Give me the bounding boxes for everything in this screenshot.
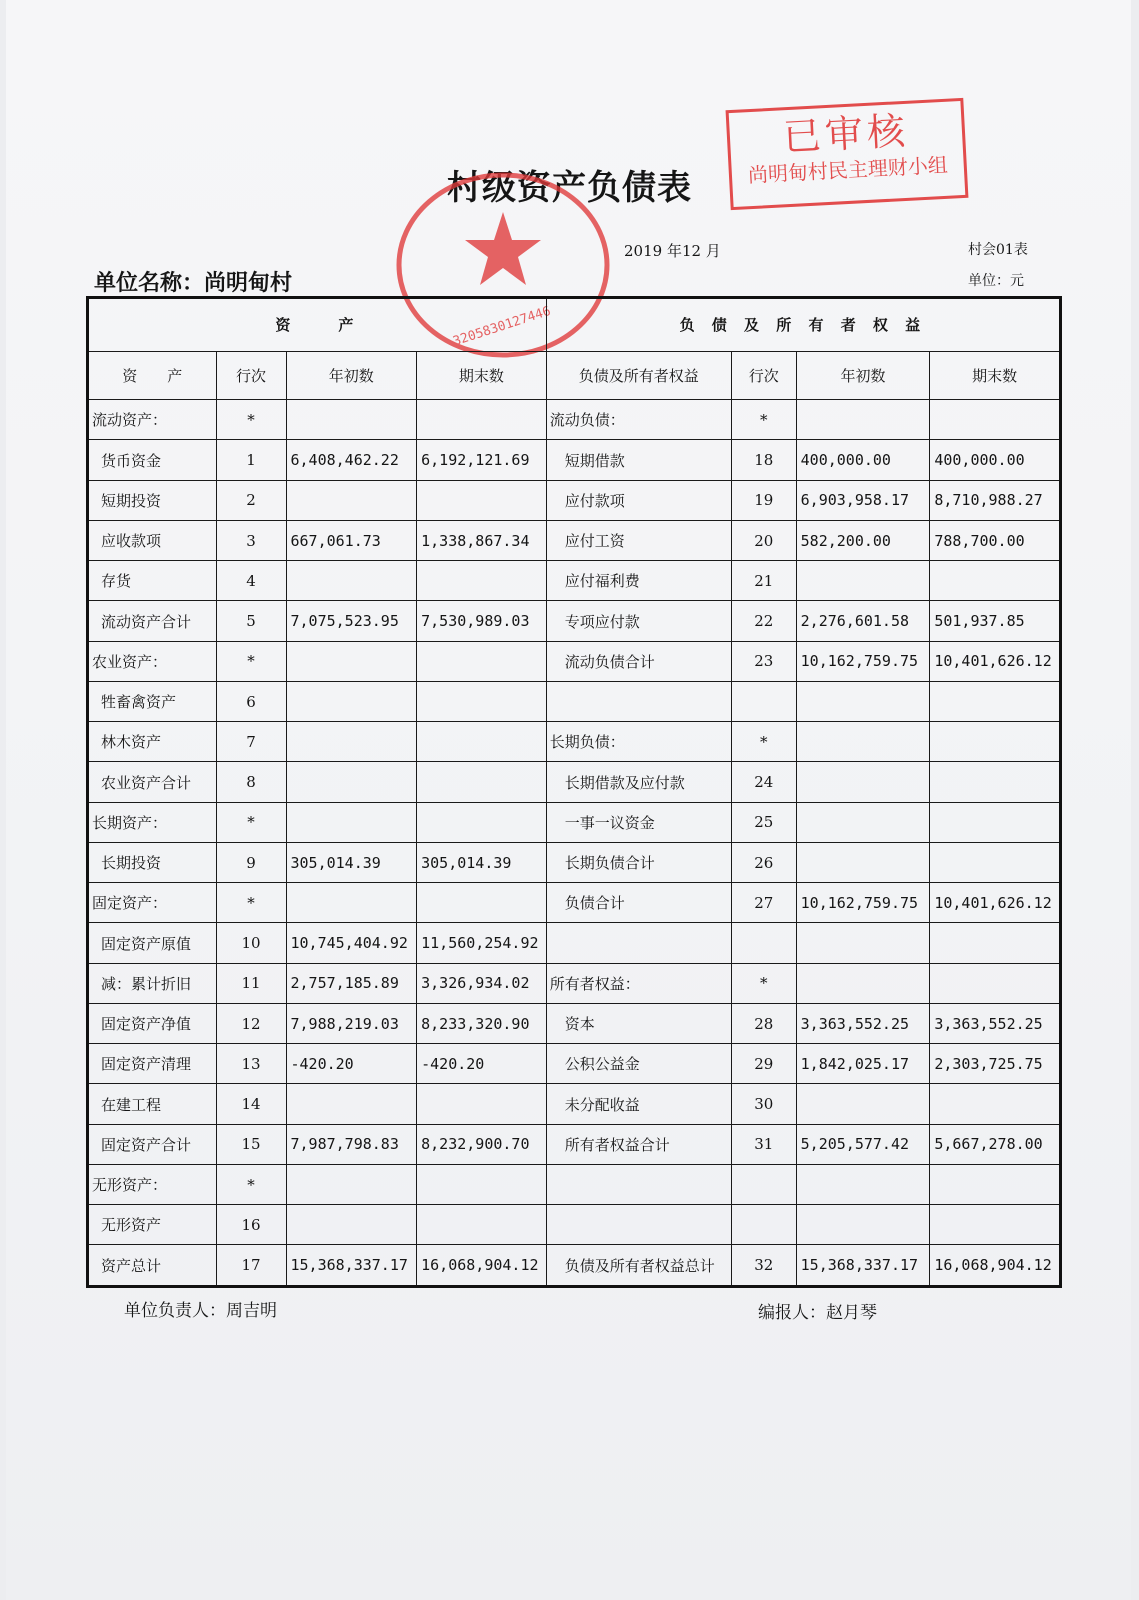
table-row — [88, 1245, 1061, 1287]
liability-end-cell — [930, 963, 1061, 1003]
liability-line-cell: 31 — [731, 1124, 796, 1164]
asset-name-cell: 固定资产原值 — [88, 923, 217, 963]
asset-end-cell: 16,068,904.12 — [417, 1245, 547, 1287]
asset-name-cell: 应收款项 — [88, 520, 217, 560]
liability-name-cell: 所有者权益： — [546, 963, 731, 1003]
liability-end-cell: 400,000.00 — [930, 440, 1061, 480]
liability-name-cell: 一事一议资金 — [546, 802, 731, 842]
asset-name-cell: 在建工程 — [88, 1084, 217, 1124]
liability-end-cell: 5,667,278.00 — [930, 1124, 1061, 1164]
liability-name-cell — [546, 1164, 731, 1204]
liability-line-cell: 25 — [731, 802, 796, 842]
asset-line-cell: 7 — [216, 722, 286, 762]
liability-end-cell: 3,363,552.25 — [930, 1003, 1061, 1043]
asset-end-cell — [417, 681, 547, 721]
asset-end-cell — [417, 1164, 547, 1204]
liability-begin-cell: 400,000.00 — [796, 440, 930, 480]
liability-name-cell: 负债合计 — [546, 883, 731, 923]
liability-name-cell: 公积公益金 — [546, 1044, 731, 1084]
liability-begin-cell: 1,842,025.17 — [796, 1044, 930, 1084]
asset-line-cell: 1 — [216, 440, 286, 480]
asset-begin-cell: 7,988,219.03 — [286, 1003, 417, 1043]
asset-end-cell: 6,192,121.69 — [417, 440, 547, 480]
liability-line-cell: 27 — [731, 883, 796, 923]
asset-end-cell: 8,232,900.70 — [417, 1124, 547, 1164]
asset-line-cell: 4 — [216, 561, 286, 601]
liability-name-cell: 长期负债： — [546, 722, 731, 762]
liability-end-cell — [930, 1205, 1061, 1245]
liability-line-cell: 24 — [731, 762, 796, 802]
liability-name-cell: 应付福利费 — [546, 561, 731, 601]
review-stamp-sub: 尚明甸村民主理财小组 — [747, 152, 949, 188]
liability-line-cell: 26 — [731, 842, 796, 882]
liability-end-cell: 10,401,626.12 — [930, 883, 1061, 923]
asset-end-cell — [417, 802, 547, 842]
asset-begin-cell: 7,987,798.83 — [286, 1124, 417, 1164]
asset-end-cell — [417, 1205, 547, 1245]
asset-line-cell: 6 — [216, 681, 286, 721]
asset-begin-cell — [286, 1084, 417, 1124]
asset-end-cell — [417, 561, 547, 601]
liability-end-cell: 8,710,988.27 — [930, 480, 1061, 520]
table-row — [88, 480, 1061, 520]
asset-line-cell: * — [216, 883, 286, 923]
liability-line-cell — [731, 1164, 796, 1204]
asset-end-cell: 7,530,989.03 — [417, 601, 547, 641]
asset-line-cell: 17 — [216, 1245, 286, 1287]
liability-line-cell: 23 — [731, 641, 796, 681]
liability-name-cell: 未分配收益 — [546, 1084, 731, 1124]
balance-sheet-table — [86, 296, 1062, 1288]
liability-line-cell: * — [731, 963, 796, 1003]
col-asset-end: 期末数 — [417, 351, 547, 400]
asset-line-cell: * — [216, 1164, 286, 1204]
liability-name-cell: 长期借款及应付款 — [546, 762, 731, 802]
asset-name-cell: 存货 — [88, 561, 217, 601]
table-row — [88, 883, 1061, 923]
liability-end-cell — [930, 842, 1061, 882]
asset-name-cell: 固定资产清理 — [88, 1044, 217, 1084]
liability-line-cell: * — [731, 400, 796, 440]
currency-unit: 单位：元 — [968, 273, 1024, 289]
liability-begin-cell — [796, 762, 930, 802]
asset-name-cell: 资产总计 — [88, 1245, 217, 1287]
liability-begin-cell — [796, 842, 930, 882]
liability-name-cell: 流动负债： — [546, 400, 731, 440]
liability-end-cell — [930, 722, 1061, 762]
asset-end-cell — [417, 641, 547, 681]
asset-name-cell: 固定资产： — [88, 883, 217, 923]
liability-end-cell — [930, 561, 1061, 601]
table-row — [88, 842, 1061, 882]
table-row — [88, 923, 1061, 963]
liabilities-section-title: 负 债 及 所 有 者 权 益 — [546, 298, 1060, 352]
asset-name-cell: 农业资产： — [88, 641, 217, 681]
section-header-row — [88, 298, 1061, 352]
column-header-row — [88, 351, 1061, 400]
col-liab-line: 行次 — [731, 351, 796, 400]
liability-begin-cell — [796, 681, 930, 721]
asset-line-cell: 14 — [216, 1084, 286, 1124]
liability-begin-cell — [796, 963, 930, 1003]
liability-line-cell: 22 — [731, 601, 796, 641]
liability-begin-cell: 10,162,759.75 — [796, 883, 930, 923]
liability-line-cell: 20 — [731, 520, 796, 560]
table-row — [88, 1084, 1061, 1124]
asset-line-cell: 2 — [216, 480, 286, 520]
table-row — [88, 1164, 1061, 1204]
liability-end-cell: 788,700.00 — [930, 520, 1061, 560]
document-title: 村级资产负债表 — [447, 168, 692, 208]
liability-end-cell — [930, 400, 1061, 440]
asset-line-cell: * — [216, 802, 286, 842]
assets-section-title: 资 产 — [88, 298, 547, 352]
asset-end-cell — [417, 883, 547, 923]
asset-name-cell: 流动资产合计 — [88, 601, 217, 641]
table-row — [88, 561, 1061, 601]
asset-end-cell: 8,233,320.90 — [417, 1003, 547, 1043]
review-stamp-main: 已审核 — [781, 108, 911, 160]
asset-name-cell: 农业资产合计 — [88, 762, 217, 802]
table-row — [88, 641, 1061, 681]
liability-end-cell: 501,937.85 — [930, 601, 1061, 641]
liability-name-cell: 专项应付款 — [546, 601, 731, 641]
liability-name-cell: 流动负债合计 — [546, 641, 731, 681]
asset-name-cell: 固定资产净值 — [88, 1003, 217, 1043]
asset-line-cell: 3 — [216, 520, 286, 560]
table-row — [88, 520, 1061, 560]
liability-name-cell: 所有者权益合计 — [546, 1124, 731, 1164]
asset-begin-cell: 7,075,523.95 — [286, 601, 417, 641]
table-row — [88, 681, 1061, 721]
col-asset-line: 行次 — [216, 351, 286, 400]
liability-line-cell: 30 — [731, 1084, 796, 1124]
liability-name-cell: 负债及所有者权益总计 — [546, 1245, 731, 1287]
liability-end-cell — [930, 802, 1061, 842]
asset-line-cell: 10 — [216, 923, 286, 963]
liability-name-cell: 应付工资 — [546, 520, 731, 560]
liability-line-cell: 28 — [731, 1003, 796, 1043]
asset-name-cell: 长期投资 — [88, 842, 217, 882]
liability-begin-cell — [796, 1084, 930, 1124]
liability-name-cell — [546, 1205, 731, 1245]
asset-begin-cell: 667,061.73 — [286, 520, 417, 560]
asset-end-cell: 11,560,254.92 — [417, 923, 547, 963]
report-date: 2019 年12 月 — [624, 242, 721, 260]
asset-begin-cell: 305,014.39 — [286, 842, 417, 882]
asset-line-cell: 9 — [216, 842, 286, 882]
table-row — [88, 1044, 1061, 1084]
liability-end-cell — [930, 1084, 1061, 1124]
asset-line-cell: 16 — [216, 1205, 286, 1245]
table-row — [88, 400, 1061, 440]
liability-begin-cell: 10,162,759.75 — [796, 641, 930, 681]
asset-begin-cell: 6,408,462.22 — [286, 440, 417, 480]
liability-line-cell — [731, 681, 796, 721]
asset-name-cell: 无形资产 — [88, 1205, 217, 1245]
liability-begin-cell — [796, 923, 930, 963]
liability-name-cell — [546, 923, 731, 963]
table-row — [88, 802, 1061, 842]
table-row — [88, 1205, 1061, 1245]
asset-end-cell — [417, 722, 547, 762]
liability-line-cell — [731, 923, 796, 963]
asset-line-cell: * — [216, 641, 286, 681]
asset-begin-cell — [286, 883, 417, 923]
liability-line-cell: 21 — [731, 561, 796, 601]
table-row — [88, 762, 1061, 802]
responsible-person: 单位负责人：周吉明 — [124, 1301, 277, 1321]
liability-name-cell — [546, 681, 731, 721]
table-row — [88, 963, 1061, 1003]
liability-name-cell: 资本 — [546, 1003, 731, 1043]
liability-begin-cell — [796, 722, 930, 762]
asset-begin-cell: -420.20 — [286, 1044, 417, 1084]
seal-code: 3205830127446 — [451, 303, 553, 350]
liability-end-cell: 10,401,626.12 — [930, 641, 1061, 681]
asset-name-cell: 流动资产： — [88, 400, 217, 440]
asset-name-cell: 短期投资 — [88, 480, 217, 520]
table-row — [88, 440, 1061, 480]
asset-name-cell: 牲畜禽资产 — [88, 681, 217, 721]
asset-end-cell: -420.20 — [417, 1044, 547, 1084]
liability-begin-cell: 582,200.00 — [796, 520, 930, 560]
organization-name: 单位名称：尚明甸村 — [94, 271, 293, 296]
asset-end-cell — [417, 480, 547, 520]
asset-begin-cell — [286, 1205, 417, 1245]
liability-end-cell: 2,303,725.75 — [930, 1044, 1061, 1084]
liability-line-cell: 29 — [731, 1044, 796, 1084]
col-liab-begin: 年初数 — [796, 351, 930, 400]
liability-name-cell: 长期负债合计 — [546, 842, 731, 882]
asset-begin-cell: 15,368,337.17 — [286, 1245, 417, 1287]
asset-begin-cell — [286, 802, 417, 842]
asset-begin-cell — [286, 641, 417, 681]
asset-name-cell: 林木资产 — [88, 722, 217, 762]
asset-line-cell: 5 — [216, 601, 286, 641]
asset-begin-cell — [286, 722, 417, 762]
preparer: 编报人：赵月琴 — [758, 1303, 877, 1323]
asset-begin-cell — [286, 400, 417, 440]
liability-begin-cell: 2,276,601.58 — [796, 601, 930, 641]
asset-name-cell: 无形资产： — [88, 1164, 217, 1204]
liability-line-cell: 19 — [731, 480, 796, 520]
asset-name-cell: 固定资产合计 — [88, 1124, 217, 1164]
asset-line-cell: 8 — [216, 762, 286, 802]
asset-begin-cell — [286, 480, 417, 520]
asset-begin-cell — [286, 1164, 417, 1204]
asset-begin-cell — [286, 762, 417, 802]
liability-name-cell: 短期借款 — [546, 440, 731, 480]
asset-end-cell: 3,326,934.02 — [417, 963, 547, 1003]
liability-begin-cell — [796, 561, 930, 601]
liability-end-cell: 16,068,904.12 — [930, 1245, 1061, 1287]
liability-name-cell: 应付款项 — [546, 480, 731, 520]
table-row — [88, 722, 1061, 762]
asset-name-cell: 货币资金 — [88, 440, 217, 480]
liability-end-cell — [930, 1164, 1061, 1204]
asset-end-cell — [417, 1084, 547, 1124]
liability-end-cell — [930, 762, 1061, 802]
table-row — [88, 1003, 1061, 1043]
liability-begin-cell — [796, 1205, 930, 1245]
asset-begin-cell — [286, 561, 417, 601]
liability-begin-cell: 6,903,958.17 — [796, 480, 930, 520]
asset-line-cell: 15 — [216, 1124, 286, 1164]
col-liab-end: 期末数 — [930, 351, 1061, 400]
asset-end-cell — [417, 400, 547, 440]
liability-end-cell — [930, 681, 1061, 721]
asset-begin-cell: 10,745,404.92 — [286, 923, 417, 963]
liability-end-cell — [930, 923, 1061, 963]
liability-begin-cell: 5,205,577.42 — [796, 1124, 930, 1164]
table-row — [88, 601, 1061, 641]
liability-line-cell — [731, 1205, 796, 1245]
col-asset-name: 资 产 — [88, 351, 217, 400]
liability-begin-cell — [796, 400, 930, 440]
form-number: 村会01表 — [968, 242, 1028, 258]
liability-begin-cell — [796, 1164, 930, 1204]
asset-line-cell: 12 — [216, 1003, 286, 1043]
asset-end-cell: 1,338,867.34 — [417, 520, 547, 560]
col-asset-begin: 年初数 — [286, 351, 417, 400]
liability-line-cell: 18 — [731, 440, 796, 480]
col-liab-name: 负债及所有者权益 — [546, 351, 731, 400]
liability-line-cell: 32 — [731, 1245, 796, 1287]
liability-begin-cell: 15,368,337.17 — [796, 1245, 930, 1287]
liability-line-cell: * — [731, 722, 796, 762]
liability-begin-cell — [796, 802, 930, 842]
asset-name-cell: 减：累计折旧 — [88, 963, 217, 1003]
asset-line-cell: * — [216, 400, 286, 440]
asset-end-cell: 305,014.39 — [417, 842, 547, 882]
asset-line-cell: 13 — [216, 1044, 286, 1084]
asset-end-cell — [417, 762, 547, 802]
liability-begin-cell: 3,363,552.25 — [796, 1003, 930, 1043]
asset-line-cell: 11 — [216, 963, 286, 1003]
asset-name-cell: 长期资产： — [88, 802, 217, 842]
asset-begin-cell — [286, 681, 417, 721]
asset-begin-cell: 2,757,185.89 — [286, 963, 417, 1003]
table-row — [88, 1124, 1061, 1164]
